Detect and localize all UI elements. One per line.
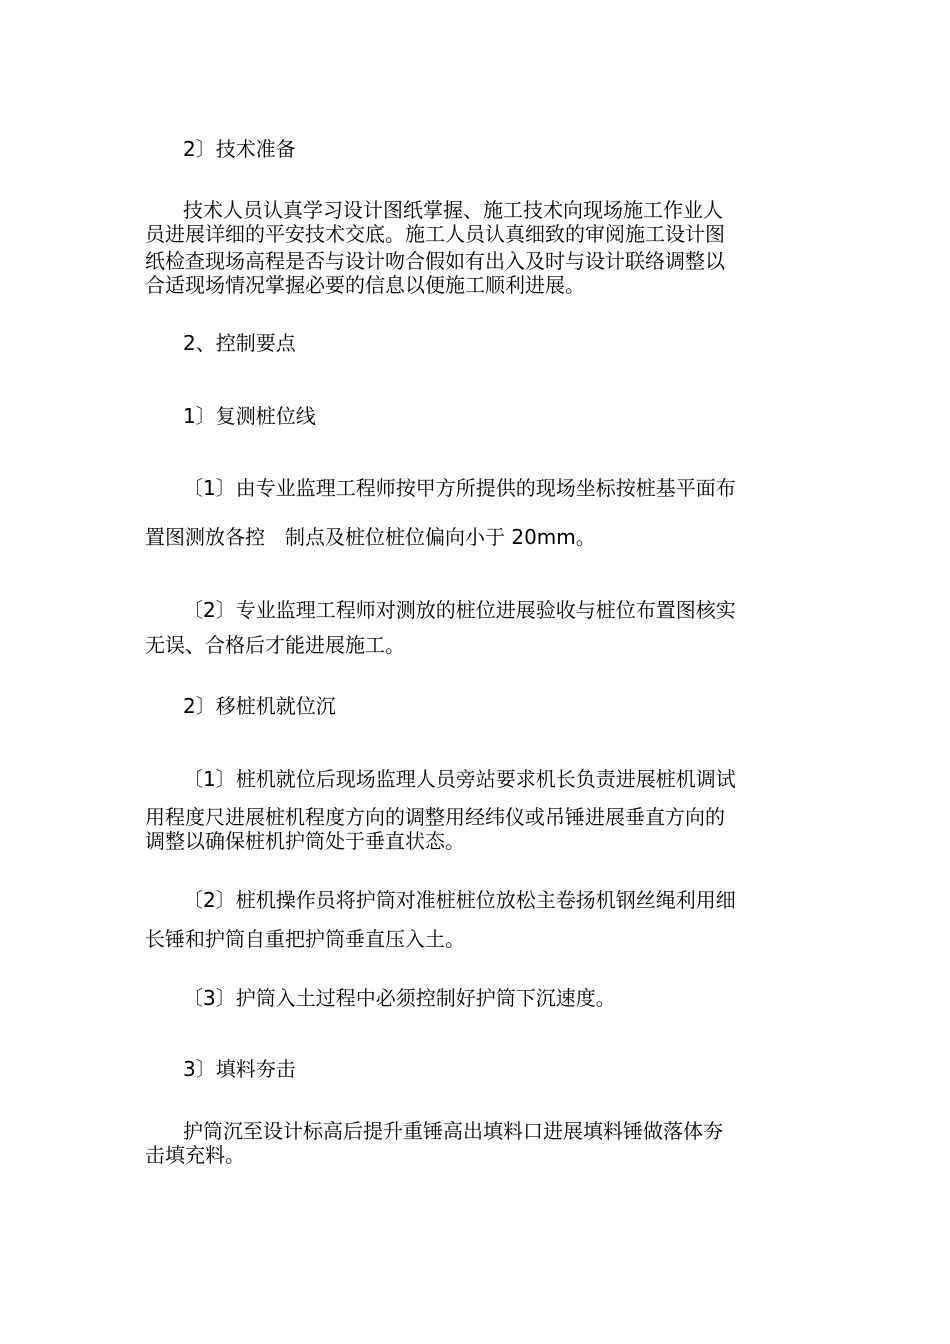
- section-heading: 2〕移桩机就位沉: [183, 694, 336, 718]
- list-item-line: 无误、合格后才能进展施工。: [145, 633, 405, 657]
- paragraph-line: 纸检查现场高程是否与设计吻合假如有出入及时与设计联络调整以: [145, 249, 725, 273]
- list-item-line: 长锤和护筒自重把护筒垂直压入土。: [145, 927, 465, 951]
- list-item-line: 〔2〕专业监理工程师对测放的桩位进展验收与桩位布置图核实: [183, 598, 736, 622]
- paragraph-line: 技术人员认真学习设计图纸掌握、施工技术向现场施工作业人: [183, 198, 723, 222]
- list-item-line: 〔1〕由专业监理工程师按甲方所提供的现场坐标按桩基平面布: [183, 476, 736, 500]
- paragraph-line: 击填充料。: [145, 1143, 245, 1167]
- section-heading: 1〕复测桩位线: [183, 404, 316, 428]
- list-item-line: 用程度尺进展桩机程度方向的调整用经纬仪或吊锤进展垂直方向的: [145, 805, 725, 829]
- paragraph-line: 护筒沉至设计标高后提升重锤高出填料口进展填料锤做落体夯: [183, 1119, 723, 1143]
- list-item-line: 〔2〕桩机操作员将护筒对准桩桩位放松主卷扬机钢丝绳利用细: [183, 888, 736, 912]
- paragraph-line: 员进展详细的平安技术交底。施工人员认真细致的审阅施工设计图: [145, 222, 725, 246]
- list-item-line: 〔3〕护筒入土过程中必须控制好护筒下沉速度。: [183, 986, 616, 1010]
- paragraph-line: 合适现场情况掌握必要的信息以便施工顺利进展。: [145, 273, 585, 297]
- section-heading: 3〕填料夯击: [183, 1057, 296, 1081]
- section-heading: 2〕技术准备: [183, 137, 296, 161]
- list-item-line: 调整以确保桩机护筒处于垂直状态。: [145, 829, 465, 853]
- section-heading: 2、控制要点: [183, 331, 296, 355]
- list-item-line: 〔1〕桩机就位后现场监理人员旁站要求机长负责进展桩机调试: [183, 767, 736, 791]
- list-item-line: 置图测放各控 制点及桩位桩位偏向小于 20mm。: [145, 525, 596, 549]
